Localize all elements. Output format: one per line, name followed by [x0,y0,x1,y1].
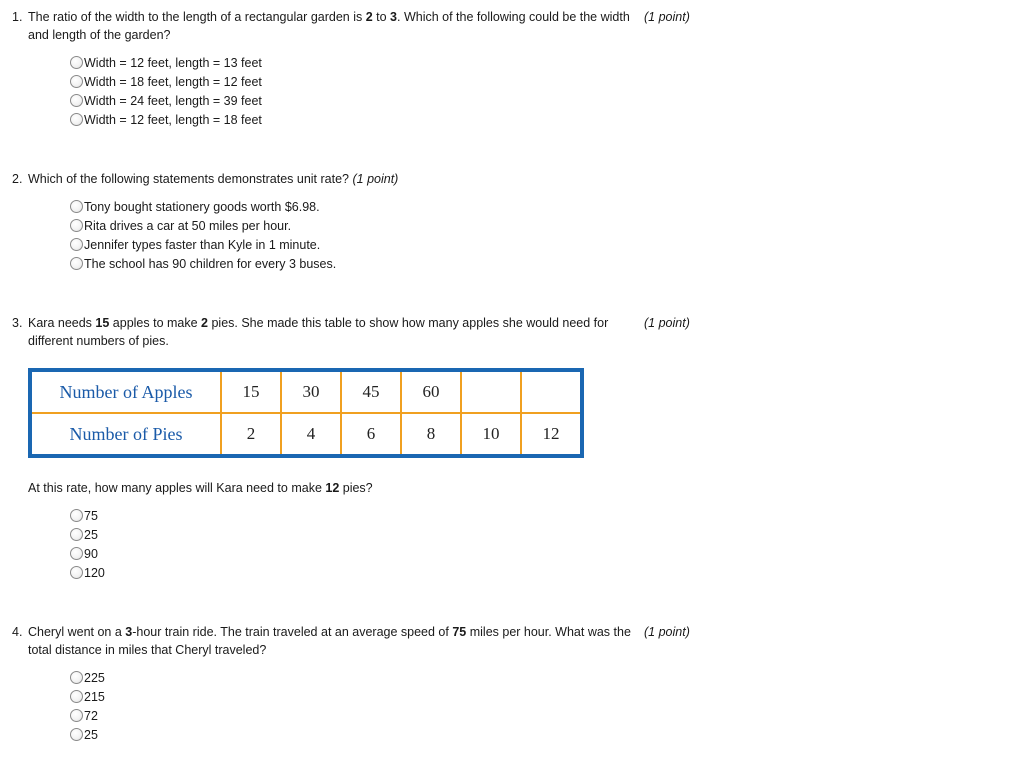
radio-button[interactable] [70,219,83,232]
answer-option[interactable]: 72 [70,706,692,725]
answer-option[interactable]: Width = 18 feet, length = 12 feet [70,72,692,91]
radio-button[interactable] [70,56,83,69]
points-label: (1 point) [644,625,690,639]
points-label: (1 point) [644,10,690,24]
question-4 [12,623,692,744]
table-row [30,370,582,413]
table-cell: 15 [221,370,281,413]
answer-option[interactable]: 25 [70,525,692,544]
radio-button[interactable] [70,547,83,560]
table-cell [461,370,521,413]
answer-options [70,53,692,129]
answer-option[interactable]: Rita drives a car at 50 miles per hour. [70,216,692,235]
radio-button[interactable] [70,94,83,107]
answer-option[interactable]: 75 [70,506,692,525]
table-cell: 8 [401,413,461,456]
question-text: Cheryl went on a 3-hour train ride. The train traveled at an average speed of 75 miles per hour. What was the total distance in miles that Cheryl traveled? [28,625,631,657]
table-cell: 30 [281,370,341,413]
question-3-followup [12,479,692,582]
table-cell: 6 [341,413,401,456]
table-cell: 2 [221,413,281,456]
question-3 [12,314,692,350]
question-number: 3. [12,316,23,330]
table-cell: 4 [281,413,341,456]
radio-button[interactable] [70,671,83,684]
points-label: (1 point) [644,316,690,330]
row-header: Number of Apples [30,370,221,413]
answer-option[interactable]: 90 [70,544,692,563]
radio-button[interactable] [70,566,83,579]
table-cell [521,370,582,413]
radio-button[interactable] [70,75,83,88]
answer-option[interactable]: Tony bought stationery goods worth $6.98. [70,197,692,216]
question-1 [12,8,692,129]
answer-option[interactable]: Width = 12 feet, length = 18 feet [70,110,692,129]
radio-button[interactable] [70,257,83,270]
radio-button[interactable] [70,528,83,541]
radio-button[interactable] [70,728,83,741]
apples-pies-table [28,368,584,458]
question-number: 4. [12,625,23,639]
answer-options [70,197,692,273]
row-header: Number of Pies [30,413,221,456]
answer-option[interactable]: 25 [70,725,692,744]
table-row [30,413,582,456]
table-cell: 60 [401,370,461,413]
answer-options [70,668,692,744]
answer-option[interactable]: Jennifer types faster than Kyle in 1 minute. [70,235,692,254]
answer-options [70,506,692,582]
question-text: Which of the following statements demonstrates unit rate? (1 point) [28,172,399,186]
question-text: The ratio of the width to the length of a rectangular garden is 2 to 3. Which of the following could be the width and length of the garden? [28,10,630,42]
answer-option[interactable]: 215 [70,687,692,706]
table-cell: 10 [461,413,521,456]
question-text: Kara needs 15 apples to make 2 pies. She made this table to show how many apples she would need for different numbers of pies. [28,316,609,348]
table-cell: 45 [341,370,401,413]
radio-button[interactable] [70,238,83,251]
radio-button[interactable] [70,690,83,703]
points-label: (1 point) [352,172,399,186]
answer-option[interactable]: Width = 12 feet, length = 13 feet [70,53,692,72]
question-number: 2. [12,172,23,186]
answer-option[interactable]: Width = 24 feet, length = 39 feet [70,91,692,110]
radio-button[interactable] [70,509,83,522]
question-2 [12,170,692,273]
table-cell: 12 [521,413,582,456]
radio-button[interactable] [70,113,83,126]
radio-button[interactable] [70,709,83,722]
answer-option[interactable]: 120 [70,563,692,582]
answer-option[interactable]: The school has 90 children for every 3 buses. [70,254,692,273]
radio-button[interactable] [70,200,83,213]
answer-option[interactable]: 225 [70,668,692,687]
question-number: 1. [12,10,23,24]
followup-question: At this rate, how many apples will Kara need to make 12 pies? [28,481,373,495]
